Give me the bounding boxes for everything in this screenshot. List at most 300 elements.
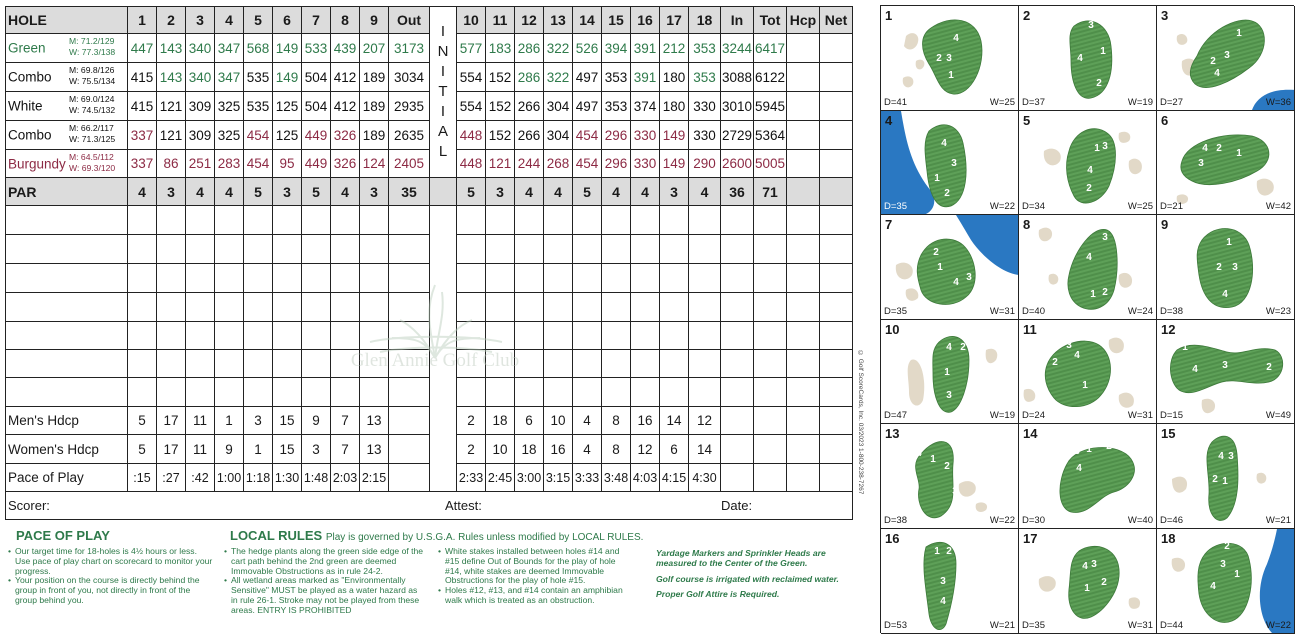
local-rule: • White stakes installed between holes #14 and #15 define Out of Bounds for the play of hole #14, white stakes are deemed Immovable Obstructions for the play of hole #15. <box>438 547 633 586</box>
score-input[interactable] <box>186 350 215 378</box>
pin-position-label: 3 <box>1232 262 1238 274</box>
score-input[interactable] <box>544 350 573 378</box>
score-input[interactable] <box>515 235 544 264</box>
score-input[interactable] <box>544 264 573 293</box>
green-depth: D=53 <box>884 619 907 631</box>
yardage-cell: 189 <box>360 63 389 92</box>
initial-letter: I <box>440 22 446 40</box>
score-input[interactable] <box>631 350 660 378</box>
pin-position-label: 2 <box>1086 182 1092 194</box>
green-width: W=36 <box>1265 96 1291 108</box>
pin-position-label: 2 <box>960 341 966 353</box>
pin-position-label: 4 <box>1082 561 1088 572</box>
initial-column <box>430 6 457 178</box>
score-input[interactable] <box>573 350 602 378</box>
score-input[interactable] <box>244 293 273 322</box>
course-rating <box>69 36 115 57</box>
yardage-cell: 251 <box>186 150 215 178</box>
in-total: 2600 <box>721 150 754 178</box>
par-out: 35 <box>389 178 430 206</box>
score-input[interactable] <box>689 293 721 322</box>
score-input[interactable] <box>157 350 186 378</box>
local-rules-heading <box>230 528 643 543</box>
putting-green <box>923 20 982 94</box>
pin-position-label: 2 <box>1216 262 1222 274</box>
score-input[interactable] <box>689 264 721 293</box>
score-input[interactable] <box>660 264 689 293</box>
player-name-input[interactable] <box>5 350 128 378</box>
pace-of-play-blank <box>754 464 787 492</box>
mens-hcp-value: 8 <box>602 407 631 435</box>
green-diagram-12 <box>1157 320 1295 425</box>
sand-bunker <box>1119 131 1131 142</box>
score-input[interactable] <box>273 264 302 293</box>
copyright-notice: © Golf ScoreCards, Inc. 03/2023 1-800-238-7267 <box>857 350 864 495</box>
score-input[interactable] <box>157 322 186 350</box>
score-input[interactable] <box>302 235 331 264</box>
score-input[interactable] <box>573 322 602 350</box>
yardage-cell: 330 <box>689 121 721 150</box>
score-input[interactable] <box>128 350 157 378</box>
score-input[interactable] <box>602 206 631 235</box>
yardage-cell: 448 <box>457 150 486 178</box>
score-input[interactable] <box>186 206 215 235</box>
score-input[interactable] <box>787 264 820 293</box>
player-name-input[interactable] <box>5 206 128 235</box>
green-width: W=31 <box>1127 410 1153 422</box>
score-input[interactable] <box>128 264 157 293</box>
score-input[interactable] <box>754 206 787 235</box>
local-rule: • The hedge plants along the green side edge of the cart path behind the 2nd green are deemed Immovable Obstructions as in rule 24-2. <box>224 547 424 576</box>
score-input[interactable] <box>273 235 302 264</box>
yardage-cell: 207 <box>360 34 389 63</box>
green-width: W=25 <box>1127 201 1153 213</box>
green-hole-number: 14 <box>1023 426 1038 442</box>
pace-of-play-list <box>8 547 213 606</box>
yardage-cell: 504 <box>302 63 331 92</box>
score-input[interactable] <box>689 206 721 235</box>
score-input[interactable] <box>660 293 689 322</box>
score-input[interactable] <box>215 206 244 235</box>
hole-number: 4 <box>215 6 244 34</box>
score-input[interactable] <box>486 206 515 235</box>
score-input[interactable] <box>215 235 244 264</box>
score-input[interactable] <box>244 235 273 264</box>
score-input[interactable] <box>544 206 573 235</box>
putting-green <box>1198 543 1251 622</box>
score-input[interactable] <box>244 378 273 407</box>
pin-position-label: 3 <box>1102 140 1108 152</box>
score-input[interactable] <box>515 378 544 407</box>
score-input[interactable] <box>754 235 787 264</box>
yardage-cell: 266 <box>515 92 544 121</box>
player-name-input[interactable] <box>5 322 128 350</box>
green-map <box>1019 111 1157 215</box>
score-input[interactable] <box>157 378 186 407</box>
mens-rating: M: 64.5/112 <box>69 152 114 162</box>
score-input[interactable] <box>244 264 273 293</box>
sand-bunker <box>908 359 925 405</box>
par-net <box>820 178 853 206</box>
green-map <box>1157 111 1295 215</box>
par-value: 3 <box>273 178 302 206</box>
score-input[interactable] <box>544 322 573 350</box>
course-rating <box>69 65 115 86</box>
green-depth: D=34 <box>1022 201 1045 213</box>
pin-position-label: 1 <box>1090 289 1096 301</box>
score-input[interactable] <box>302 350 331 378</box>
green-diagram-9 <box>1157 215 1295 320</box>
yardage-cell: 439 <box>331 34 360 63</box>
score-input[interactable] <box>331 235 360 264</box>
mens-rating: M: 69.0/124 <box>69 94 115 104</box>
score-input[interactable] <box>273 206 302 235</box>
score-input[interactable] <box>389 206 430 235</box>
yardage-cell: 290 <box>689 150 721 178</box>
womens-hcp-blank <box>721 435 754 464</box>
score-input[interactable] <box>787 350 820 378</box>
pin-position-label: 2 <box>1102 287 1108 299</box>
score-input[interactable] <box>721 293 754 322</box>
green-map <box>1157 424 1295 528</box>
score-input[interactable] <box>721 206 754 235</box>
green-hole-number: 18 <box>1161 531 1176 546</box>
score-input[interactable] <box>215 264 244 293</box>
pin-position-label: 4 <box>953 277 959 289</box>
mens-hcp-blank <box>754 407 787 435</box>
date-field[interactable]: Date: <box>721 498 753 513</box>
score-input[interactable] <box>602 322 631 350</box>
pin-position-label: 4 <box>1192 363 1198 375</box>
pin-position-label: 1 <box>948 70 954 81</box>
green-depth: D=24 <box>1022 410 1045 422</box>
score-input[interactable] <box>457 378 486 407</box>
green-diagram-17 <box>1019 529 1157 634</box>
score-input[interactable] <box>754 264 787 293</box>
water-hazard <box>1260 529 1295 633</box>
pace-of-play-blank <box>787 464 820 492</box>
score-input[interactable] <box>631 264 660 293</box>
score-input[interactable] <box>787 378 820 407</box>
attest-field[interactable]: Attest: <box>445 498 482 513</box>
mens-hcp-label: Men's Hdcp <box>5 407 128 435</box>
score-input[interactable] <box>544 293 573 322</box>
score-input[interactable] <box>186 378 215 407</box>
score-input[interactable] <box>302 293 331 322</box>
net-cell <box>820 34 853 63</box>
score-input[interactable] <box>273 293 302 322</box>
score-input[interactable] <box>754 322 787 350</box>
score-input[interactable] <box>128 206 157 235</box>
yardage-cell: 554 <box>457 92 486 121</box>
score-input[interactable] <box>602 235 631 264</box>
pin-position-label: 3 <box>1091 559 1097 570</box>
score-input[interactable] <box>721 322 754 350</box>
score-input[interactable] <box>486 235 515 264</box>
pin-position-label: 4 <box>1218 451 1224 463</box>
sand-bunker <box>1024 389 1036 402</box>
pin-position-label: 1 <box>1182 341 1188 353</box>
pin-position-label: 3 <box>951 157 957 169</box>
score-input[interactable] <box>215 350 244 378</box>
green-depth: D=30 <box>1022 514 1045 526</box>
womens-hcp-blank <box>754 435 787 464</box>
par-value: 5 <box>244 178 273 206</box>
pace-bullet: • Our target time for 18-holes is 4½ hours or less. Use pace of play chart on scorecard to monitor your progress. <box>8 547 213 576</box>
womens-hcp-value: 17 <box>157 435 186 464</box>
yardage-cell: 330 <box>631 121 660 150</box>
score-input[interactable] <box>186 235 215 264</box>
score-input[interactable] <box>157 293 186 322</box>
score-input[interactable] <box>186 264 215 293</box>
putting-green <box>1070 21 1112 98</box>
pin-position-label: 1 <box>1094 142 1100 154</box>
score-input[interactable] <box>544 378 573 407</box>
score-input[interactable] <box>244 322 273 350</box>
score-input[interactable] <box>360 206 389 235</box>
score-input[interactable] <box>244 350 273 378</box>
hcp-cell <box>787 92 820 121</box>
green-width: W=21 <box>989 619 1015 631</box>
sand-bunker <box>904 33 918 49</box>
score-input[interactable] <box>186 293 215 322</box>
yardage-cell: 340 <box>186 34 215 63</box>
score-input[interactable] <box>721 350 754 378</box>
score-input[interactable] <box>660 378 689 407</box>
score-input[interactable] <box>787 206 820 235</box>
green-hole-number: 12 <box>1161 321 1176 337</box>
par-label: PAR <box>5 178 128 206</box>
pin-position-label: 4 <box>953 33 959 44</box>
green-depth: D=35 <box>884 305 907 317</box>
yardage-cell: 121 <box>157 121 186 150</box>
score-input[interactable] <box>787 235 820 264</box>
score-input[interactable] <box>573 378 602 407</box>
score-input[interactable] <box>573 235 602 264</box>
hole-number: 12 <box>515 6 544 34</box>
score-input[interactable] <box>389 378 430 407</box>
score-input[interactable] <box>215 378 244 407</box>
score-input[interactable] <box>602 293 631 322</box>
score-input[interactable] <box>302 378 331 407</box>
score-input[interactable] <box>689 350 721 378</box>
score-input[interactable] <box>360 378 389 407</box>
score-input[interactable] <box>602 264 631 293</box>
score-input[interactable] <box>128 235 157 264</box>
pin-position-label: 2 <box>1101 577 1107 588</box>
yardage-cell: 337 <box>128 121 157 150</box>
score-input[interactable] <box>721 264 754 293</box>
score-input[interactable] <box>128 378 157 407</box>
score-input[interactable] <box>689 235 721 264</box>
yardage-cell: 391 <box>631 63 660 92</box>
score-input[interactable] <box>631 235 660 264</box>
score-input[interactable] <box>215 322 244 350</box>
womens-hcp-value: 6 <box>660 435 689 464</box>
par-value: 5 <box>573 178 602 206</box>
yardage-cell: 266 <box>515 121 544 150</box>
player-name-input[interactable] <box>5 235 128 264</box>
mens-hcp-value: 3 <box>244 407 273 435</box>
score-input[interactable] <box>631 378 660 407</box>
green-depth: D=40 <box>1022 305 1045 317</box>
yardage-cell: 325 <box>215 92 244 121</box>
pace-of-play-value: 4:03 <box>631 464 660 492</box>
pace-of-play-label: Pace of Play <box>5 464 128 492</box>
green-map <box>881 215 1019 319</box>
pin-position-label: 1 <box>1236 147 1242 159</box>
score-input[interactable] <box>331 206 360 235</box>
score-input[interactable] <box>660 235 689 264</box>
scorer-field[interactable]: Scorer: <box>8 498 50 513</box>
score-input[interactable] <box>486 378 515 407</box>
score-input[interactable] <box>660 322 689 350</box>
yardage-cell: 149 <box>660 121 689 150</box>
mens-hcp-value: 17 <box>157 407 186 435</box>
score-input[interactable] <box>389 235 430 264</box>
green-depth: D=46 <box>1160 514 1183 526</box>
pin-position-label: 4 <box>1214 68 1220 79</box>
par-value: 3 <box>660 178 689 206</box>
score-input[interactable] <box>602 350 631 378</box>
yardage-cell: 325 <box>215 121 244 150</box>
green-map <box>1019 424 1157 528</box>
score-input[interactable] <box>721 378 754 407</box>
initial-letter: L <box>438 142 448 160</box>
score-input[interactable] <box>128 322 157 350</box>
score-input[interactable] <box>186 322 215 350</box>
score-input[interactable] <box>273 322 302 350</box>
score-input[interactable] <box>573 206 602 235</box>
score-input[interactable] <box>331 378 360 407</box>
yardage-cell: 296 <box>602 150 631 178</box>
womens-hcp-value: 3 <box>302 435 331 464</box>
score-input[interactable] <box>820 264 853 293</box>
score-input[interactable] <box>754 293 787 322</box>
score-input[interactable] <box>820 378 853 407</box>
pace-of-play-value: 2:03 <box>331 464 360 492</box>
green-map <box>1157 320 1295 424</box>
score-input[interactable] <box>820 206 853 235</box>
score-input[interactable] <box>302 206 331 235</box>
score-input[interactable] <box>360 235 389 264</box>
score-input[interactable] <box>457 235 486 264</box>
player-name-input[interactable] <box>5 264 128 293</box>
yardage-cell: 121 <box>486 150 515 178</box>
out-total: 3173 <box>389 34 430 63</box>
net-header: Net <box>820 6 853 34</box>
hole-number: 7 <box>302 6 331 34</box>
net-cell <box>820 63 853 92</box>
yardage-cell: 497 <box>573 63 602 92</box>
score-input[interactable] <box>302 322 331 350</box>
green-diagram-15 <box>1157 424 1295 529</box>
note-yardage: Yardage Markers and Sprinkler Heads are measured to the Center of the Green. <box>656 548 826 568</box>
score-input[interactable] <box>273 350 302 378</box>
score-input[interactable] <box>215 293 244 322</box>
pin-position-label: 2 <box>946 546 952 557</box>
score-input[interactable] <box>660 206 689 235</box>
green-map <box>1019 215 1157 319</box>
pace-of-play-value: 1:18 <box>244 464 273 492</box>
score-input[interactable] <box>631 206 660 235</box>
green-diagrams-panel <box>880 5 1294 633</box>
yardage-cell: 149 <box>273 63 302 92</box>
player-name-input[interactable] <box>5 378 128 407</box>
score-input[interactable] <box>631 322 660 350</box>
green-map <box>881 529 1019 633</box>
mens-rating: M: 71.2/129 <box>69 36 115 46</box>
score-input[interactable] <box>602 378 631 407</box>
score-input[interactable] <box>787 293 820 322</box>
score-input[interactable] <box>820 235 853 264</box>
local-rule: • Holes #12, #13, and #14 contain an amphibian walk which is treated as an obstruction. <box>438 586 633 606</box>
in-total: 3244 <box>721 34 754 63</box>
score-input[interactable] <box>689 378 721 407</box>
green-map <box>881 424 1019 528</box>
score-input[interactable] <box>660 350 689 378</box>
score-input[interactable] <box>689 322 721 350</box>
pin-position-label: 3 <box>1222 359 1228 371</box>
sand-bunker <box>903 76 914 87</box>
score-input[interactable] <box>787 322 820 350</box>
yardage-cell: 286 <box>515 63 544 92</box>
pin-position-label: 3 <box>1088 20 1094 31</box>
score-input[interactable] <box>302 264 331 293</box>
pin-position-label: 4 <box>1086 252 1092 264</box>
pin-position-label: 2 <box>1096 78 1102 89</box>
score-input[interactable] <box>515 206 544 235</box>
score-input[interactable] <box>754 378 787 407</box>
hole-number: 8 <box>331 6 360 34</box>
score-input[interactable] <box>544 235 573 264</box>
score-input[interactable] <box>721 235 754 264</box>
score-input[interactable] <box>754 350 787 378</box>
score-input[interactable] <box>573 264 602 293</box>
green-depth: D=21 <box>1160 201 1183 213</box>
yardage-cell: 340 <box>186 63 215 92</box>
score-input[interactable] <box>157 206 186 235</box>
score-input[interactable] <box>457 206 486 235</box>
green-hole-number: 7 <box>885 217 893 233</box>
mens-hcp-blank <box>721 407 754 435</box>
pace-of-play-value: 4:30 <box>689 464 721 492</box>
course-rating <box>69 152 115 173</box>
yardage-cell: 180 <box>660 63 689 92</box>
score-input[interactable] <box>820 322 853 350</box>
local-rules-title: LOCAL RULES <box>230 528 323 543</box>
green-diagram-13 <box>881 424 1019 529</box>
pin-position-label: 3 <box>940 576 946 587</box>
pin-position-label: 4 <box>940 596 946 607</box>
player-name-input[interactable] <box>5 293 128 322</box>
yardage-cell: 286 <box>515 34 544 63</box>
score-input[interactable] <box>820 293 853 322</box>
score-input[interactable] <box>157 264 186 293</box>
score-input[interactable] <box>820 350 853 378</box>
yardage-cell: 143 <box>157 63 186 92</box>
score-input[interactable] <box>573 293 602 322</box>
score-input[interactable] <box>273 378 302 407</box>
green-diagram-3 <box>1157 6 1295 111</box>
score-input[interactable] <box>631 293 660 322</box>
green-diagram-6 <box>1157 111 1295 216</box>
pin-position-label: 2 <box>1224 541 1230 552</box>
score-input[interactable] <box>157 235 186 264</box>
green-hole-number: 2 <box>1023 8 1031 23</box>
score-input[interactable] <box>128 293 157 322</box>
score-input[interactable] <box>244 206 273 235</box>
